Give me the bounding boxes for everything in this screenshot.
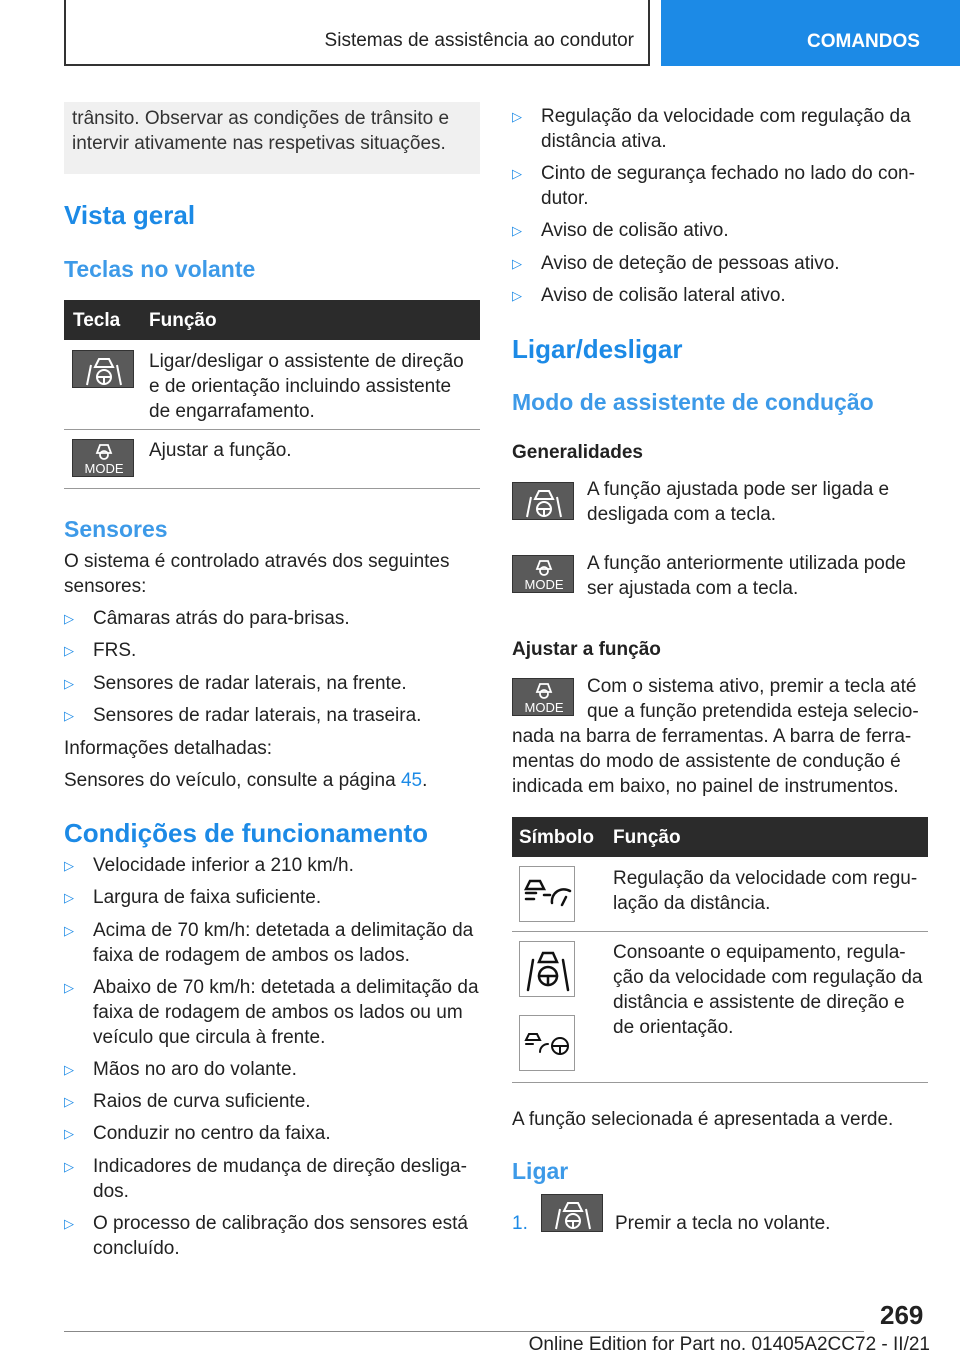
list-item: ▷ Acima de 70 km/h: detetada a delimitação da faixa de rodagem de ambos os lados. (64, 918, 473, 968)
list-item: ▷ Raios de curva suficiente. (64, 1089, 311, 1114)
list-item: ▷ Aviso de deteção de pessoas ativo. (512, 251, 840, 276)
table-symbols-bottom-rule (512, 1082, 928, 1083)
table-keys-bottom-rule (64, 488, 480, 489)
list-item: ▷ Conduzir no centro da faixa. (64, 1121, 331, 1146)
list-item: ▷ Aviso de colisão ativo. (512, 218, 729, 243)
heading-driving-assistant-mode: Modo de assistente de condução (512, 389, 874, 415)
list-item: ▷ Aviso de colisão lateral ativo. (512, 283, 786, 308)
list-item: ▷ Sensores de radar laterais, na frente. (64, 671, 407, 696)
heading-overview: Vista geral (64, 200, 196, 230)
table-symbols-header: Símbolo Função (512, 817, 928, 857)
mode-key-icon (72, 439, 134, 477)
step-number: 1. (512, 1213, 528, 1234)
table-symbols-row-1-text: Regulação da velocidade com regu- lação da distância. (613, 868, 918, 914)
mode-key-icon (512, 678, 574, 716)
heading-conditions: Condições de funcionamento (64, 818, 429, 848)
details-reference: Sensores do veículo, consulte a página 45. (64, 770, 428, 791)
heading-switch-on: Ligar (512, 1158, 569, 1184)
list-item: ▷ Largura de faixa suficiente. (64, 885, 321, 910)
list-item: ▷ Velocidade inferior a 210 km/h. (64, 853, 354, 878)
footer-rule (64, 1331, 864, 1332)
steering-assist-symbol-icon (519, 941, 575, 997)
steering-assist-key-icon (512, 482, 574, 520)
list-item: ▷ Cinto de segurança fechado no lado do con- dutor. (512, 161, 915, 211)
table-keys-row-divider (64, 429, 480, 430)
heading-adjust-function: Ajustar a função (512, 639, 661, 660)
table-symbols-row-2-text: Consoante o equipamento, regula- ção da velocidade com regulação da distância e assistente de direção e de orientação. (613, 942, 923, 1038)
heading-sensors: Sensores (64, 516, 168, 542)
header-section-box (64, 0, 650, 66)
list-item: ▷ O processo de calibração dos sensores está concluído. (64, 1211, 468, 1261)
list-item: ▷ Sensores de radar laterais, na traseira. (64, 703, 421, 728)
chapter-title: COMANDOS (807, 31, 920, 52)
details-label: Informações detalhadas: (64, 738, 273, 759)
page-link[interactable]: 45 (400, 770, 423, 791)
heading-on-off: Ligar/desligar (512, 334, 683, 364)
step-text: Premir a tecla no volante. (615, 1213, 831, 1234)
table-keys-row-1-text: Ligar/desligar o assistente de direção e de orientação incluindo assistente de engarrafamento. (149, 351, 464, 422)
page-number: 269 (880, 1300, 924, 1330)
warning-note-continuation: trânsito. Observar as condições de trânsito e intervir ativamente nas respetivas situações. (64, 102, 480, 174)
header-chapter-tab (661, 0, 960, 66)
svg-text:MODE: MODE (524, 700, 564, 715)
list-item: ▷ Indicadores de mudança de direção desliga- dos. (64, 1154, 467, 1204)
distance-control-icon (519, 866, 575, 922)
svg-text:MODE: MODE (84, 461, 124, 476)
footer-edition: Online Edition for Part no. 01405A2CC72 - II/21 (528, 1334, 930, 1355)
table-symbols-row-divider (512, 931, 928, 932)
distance-steering-combined-icon (519, 1015, 575, 1071)
section-title: Sistemas de assistência ao condutor (324, 30, 634, 51)
general-text-2: A função anteriormente utilizada pode ser ajustada com a tecla. (587, 553, 906, 599)
adjust-text-lines-2: nada na barra de ferramentas. A barra de ferra- mentas do modo de assistente de condução é indicada em baixo, no painel de instrumentos. (512, 726, 912, 797)
list-item: ▷ Câmaras atrás do para-brisas. (64, 606, 350, 631)
list-item: ▷ Abaixo de 70 km/h: detetada a delimitação da faixa de rodagem de ambos os lados ou um veículo que circula à frente. (64, 975, 479, 1050)
steering-assist-key-icon (72, 350, 134, 388)
list-item: ▷ Mãos no aro do volante. (64, 1057, 297, 1082)
heading-general: Generalidades (512, 442, 643, 463)
general-text-1: A função ajustada pode ser ligada e desligada com a tecla. (587, 479, 890, 525)
heading-wheel-keys: Teclas no volante (64, 256, 256, 282)
table-keys-row-2-text: Ajustar a função. (149, 440, 292, 461)
svg-text:MODE: MODE (524, 577, 564, 592)
selected-green-note: A função selecionada é apresentada a verde. (512, 1109, 894, 1130)
adjust-text-lines-1: Com o sistema ativo, premir a tecla até que a função pretendida esteja selecio- (587, 676, 919, 722)
sensors-intro: O sistema é controlado através dos seguintes sensores: (64, 551, 450, 597)
steering-assist-key-icon (541, 1194, 603, 1232)
mode-key-icon (512, 555, 574, 593)
list-item: ▷ FRS. (64, 638, 136, 663)
table-keys-header: Tecla Função (64, 300, 480, 340)
list-item: ▷ Regulação da velocidade com regulação da distância ativa. (512, 104, 911, 154)
